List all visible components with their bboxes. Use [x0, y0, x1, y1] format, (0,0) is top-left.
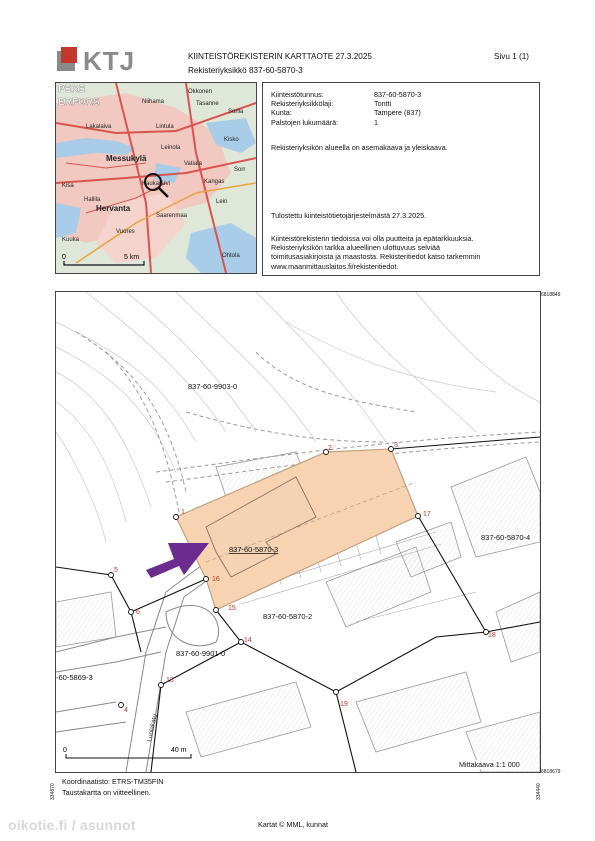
svg-text:Lintula: Lintula — [156, 124, 174, 130]
svg-text:Luolakatu: Luolakatu — [146, 713, 159, 743]
svg-text:Okkonen: Okkonen — [188, 89, 213, 95]
svg-text:PERE: PERE — [58, 84, 86, 95]
svg-text:17: 17 — [423, 511, 431, 518]
info-key: Kunta: — [271, 108, 292, 118]
document-title: KIINTEISTÖREKISTERIN KARTTAOTE 27.3.2025 — [188, 52, 372, 61]
watermark: oikotie.fi / asunnot — [8, 817, 136, 833]
overview-map-graphic — [56, 83, 256, 273]
svg-text:2: 2 — [328, 445, 332, 452]
info-row-parcel-count — [271, 118, 421, 127]
parcel-info-box — [262, 82, 540, 276]
svg-text:Lein: Lein — [216, 199, 228, 205]
svg-text:Hallila: Hallila — [84, 197, 101, 203]
svg-text:Messukylä: Messukylä — [106, 154, 147, 163]
info-value: 1 — [374, 117, 378, 127]
svg-text:Kaukajärvi: Kaukajärvi — [142, 181, 171, 187]
svg-text:40 m: 40 m — [171, 747, 187, 754]
coord-left: 334870 — [50, 783, 56, 800]
svg-text:18: 18 — [488, 632, 496, 639]
svg-text:Ohtola: Ohtola — [222, 253, 240, 259]
info-row-municipality — [271, 108, 421, 117]
svg-text:13: 13 — [166, 677, 174, 684]
disclaimer — [271, 234, 533, 271]
disclaimer-line: Kiinteistörekisterin tiedoissa voi olla puutteita ja epätarkkuuksia. — [271, 234, 474, 243]
coord-bottom: 6818679 — [541, 769, 561, 775]
svg-text:3: 3 — [394, 442, 398, 449]
cadastral-map-graphic — [56, 292, 540, 772]
svg-text:19: 19 — [340, 701, 348, 708]
page-number: Sivu 1 (1) — [494, 52, 530, 61]
svg-text:837-60-5870-4: 837-60-5870-4 — [481, 533, 531, 542]
svg-text:16: 16 — [212, 576, 220, 583]
info-value: 837-60-5870-3 — [374, 90, 422, 99]
svg-text:Kisko: Kisko — [224, 137, 239, 143]
svg-text:Leinola: Leinola — [161, 145, 181, 151]
info-value: Tontti — [374, 99, 392, 109]
disclaimer-line: toimitusasiakirjoista ja maastosta. Rekisteritiedot katso tarkemmin — [271, 252, 481, 262]
svg-text:6: 6 — [136, 609, 140, 616]
coordinate-system-note: Koordinaatisto: ETRS-TM35FIN — [62, 777, 164, 786]
coord-top: 6818849 — [541, 292, 561, 298]
svg-text:837-60-9901-0: 837-60-9901-0 — [176, 649, 226, 658]
info-key: Kiinteistötunnus: — [271, 90, 324, 99]
svg-text:837-60-5870-3: 837-60-5870-3 — [229, 545, 279, 554]
svg-text:0: 0 — [62, 254, 66, 261]
svg-text:Tasanne: Tasanne — [196, 101, 219, 107]
svg-text:5 km: 5 km — [124, 254, 140, 261]
ktj-logo-icon — [55, 45, 79, 75]
svg-text:1: 1 — [181, 509, 185, 516]
copyright-note: Kartat © MML, kunnat — [258, 820, 329, 829]
svg-text:5: 5 — [114, 567, 118, 574]
disclaimer-line: Rekisteriyksikön tarkka alueellinen ulottuvuus selviää — [271, 243, 440, 253]
info-value: Tampere (837) — [374, 108, 421, 118]
parcel-info-rows — [271, 90, 421, 127]
svg-text:837-60-5870-2: 837-60-5870-2 — [263, 612, 313, 621]
info-row-type — [271, 99, 421, 108]
svg-text:837-60-9903-0: 837-60-9903-0 — [188, 382, 238, 391]
svg-text:ERFORS: ERFORS — [58, 97, 100, 108]
info-key: Rekisteriyksikkölaji: — [271, 99, 334, 109]
svg-text:Sorr: Sorr — [234, 167, 246, 173]
svg-text:14: 14 — [244, 637, 252, 644]
svg-text:Lakalaiva: Lakalaiva — [86, 124, 112, 130]
info-key: Palstojen lukumäärä: — [271, 117, 339, 127]
svg-text:Kuuka: Kuuka — [62, 237, 80, 243]
svg-text:15: 15 — [228, 605, 236, 612]
cadastral-map — [55, 291, 541, 773]
logo-text: KTJ — [83, 46, 136, 76]
document-subtitle: Rekisteriyksikkö 837-60-5870-3 — [188, 66, 303, 75]
plan-note: Rekisteriyksikön alueella on asemakaava ja yleiskaava. — [271, 143, 448, 152]
svg-text:Hervanta: Hervanta — [96, 204, 131, 213]
svg-text:Vatiala: Vatiala — [184, 161, 202, 167]
disclaimer-line: www.maanmittauslaitos.fi/rekisteritiedot. — [271, 261, 399, 271]
svg-text:Kangas: Kangas — [204, 179, 225, 185]
svg-text:-60-5869-3: -60-5869-3 — [56, 673, 93, 682]
ktj-logo — [55, 45, 135, 77]
svg-text:Sorila: Sorila — [228, 109, 244, 115]
printed-note: Tulostettu kiinteistötietojärjestelmästä 27.3.2025. — [271, 211, 427, 220]
coord-right: 334440 — [536, 783, 542, 800]
map-scale-ratio: Mittakaava 1:1 000 — [459, 760, 520, 769]
svg-text:4: 4 — [124, 707, 128, 714]
background-note: Taustakartta on viitteellinen. — [62, 788, 151, 797]
info-row-id — [271, 90, 421, 99]
svg-text:Vuores: Vuores — [116, 229, 135, 235]
svg-text:Niihama: Niihama — [142, 99, 165, 105]
svg-text:Kisa: Kisa — [62, 183, 74, 189]
svg-text:0: 0 — [63, 747, 67, 754]
overview-map — [55, 82, 257, 274]
svg-text:Saarenmaa: Saarenmaa — [156, 213, 188, 219]
